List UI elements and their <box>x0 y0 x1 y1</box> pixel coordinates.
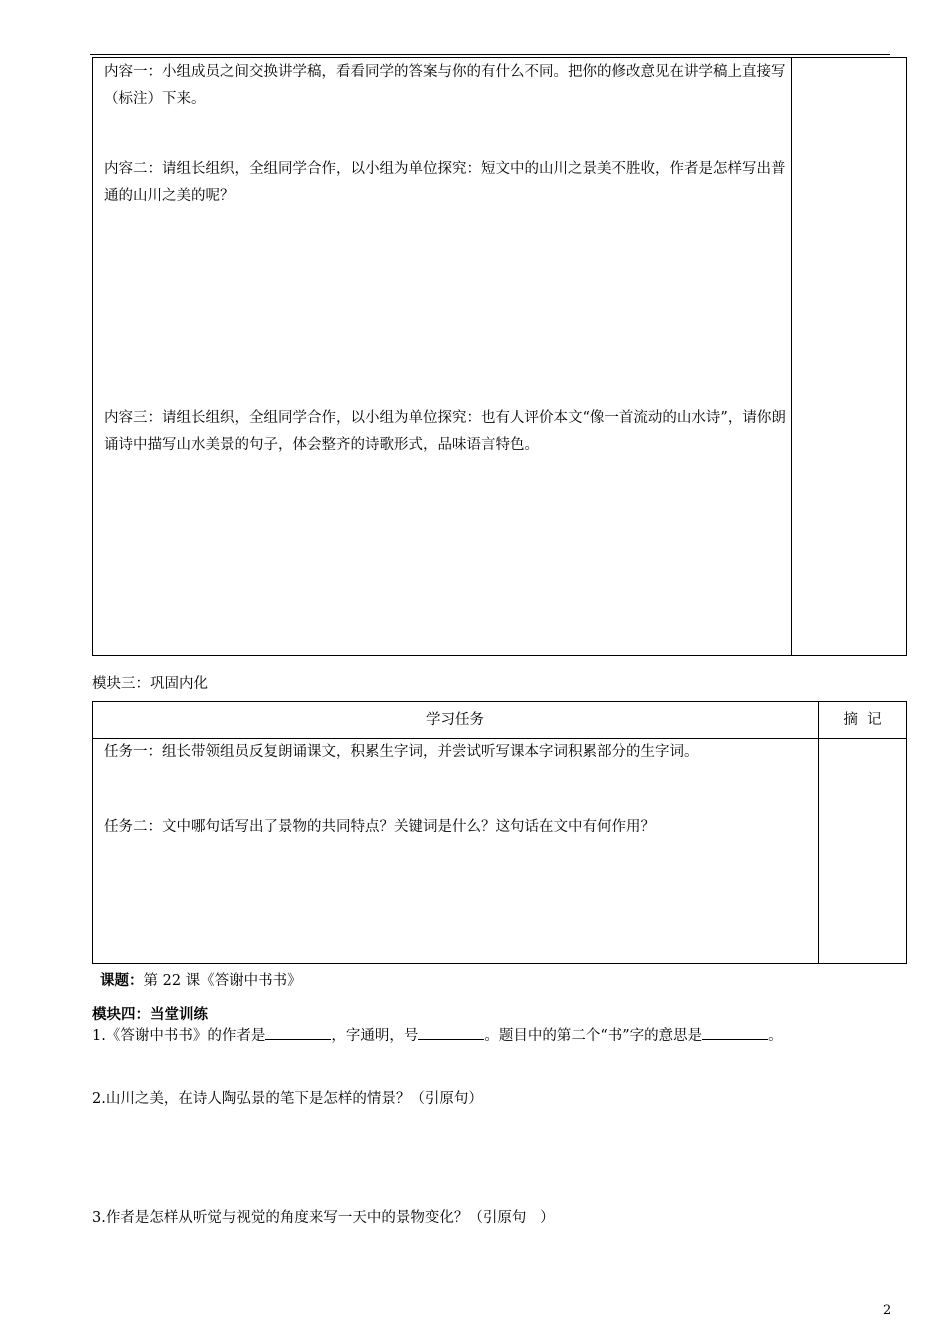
content-item-1: 内容一：小组成员之间交换讲学稿，看看同学的答案与你的有什么不同。把你的修改意见在讲学稿上直接写（标注）下来。 <box>104 64 786 107</box>
content-item-2: 内容二：请组长组织，全组同学合作，以小组为单位探究：短文中的山川之景美不胜收，作者是怎样写出普通的山川之美的呢？ <box>104 161 786 204</box>
question-3: 3.作者是怎样从听觉与视觉的角度来写一天中的景物变化？（引原句 ） <box>92 1210 555 1226</box>
page-number: 2 <box>883 1303 892 1318</box>
question-1-part-1: 1.《答谢中书书》的作者是 <box>92 1028 266 1044</box>
notes-column-divider <box>791 57 792 656</box>
top-rule <box>90 54 890 55</box>
task-item-1: 任务一：组长带领组员反复朗诵课文，积累生字词，并尝试听写课本字词积累部分的生字词。 <box>104 744 699 760</box>
question-1 <box>92 1024 783 1045</box>
module3-heading: 模块三：巩固内化 <box>92 676 208 692</box>
content-item-3: 内容三：请组长组织，全组同学合作，以小组为单位探究：也有人评价本文“像一首流动的山水诗”，请你朗诵诗中描写山水美景的句子，体会整齐的诗歌形式，品味语言特色。 <box>104 410 786 453</box>
question-1-part-4: 。 <box>768 1028 783 1044</box>
lesson-title <box>100 969 302 990</box>
lesson-name: 第 22 课《答谢中书书》 <box>143 973 302 989</box>
column-header-task: 学习任务 <box>426 712 484 728</box>
column-header-notes: 摘 记 <box>843 712 882 728</box>
answer-blank-meaning[interactable] <box>702 1025 768 1040</box>
lesson-label: 课题： <box>100 972 144 989</box>
question-1-part-3: 。题目中的第二个“书”字的意思是 <box>484 1028 703 1044</box>
exploration-table <box>92 57 907 656</box>
answer-blank-author[interactable] <box>265 1025 331 1040</box>
notes-column-divider-2 <box>818 701 819 964</box>
module4-heading: 模块四：当堂训练 <box>92 1006 208 1023</box>
question-1-part-2: ，字通明，号 <box>331 1028 419 1044</box>
question-2: 2.山川之美，在诗人陶弘景的笔下是怎样的情景？（引原句） <box>92 1091 483 1107</box>
answer-blank-alias[interactable] <box>418 1025 484 1040</box>
task-item-2: 任务二：文中哪句话写出了景物的共同特点？关键词是什么？这句话在文中有何作用？ <box>104 819 655 835</box>
